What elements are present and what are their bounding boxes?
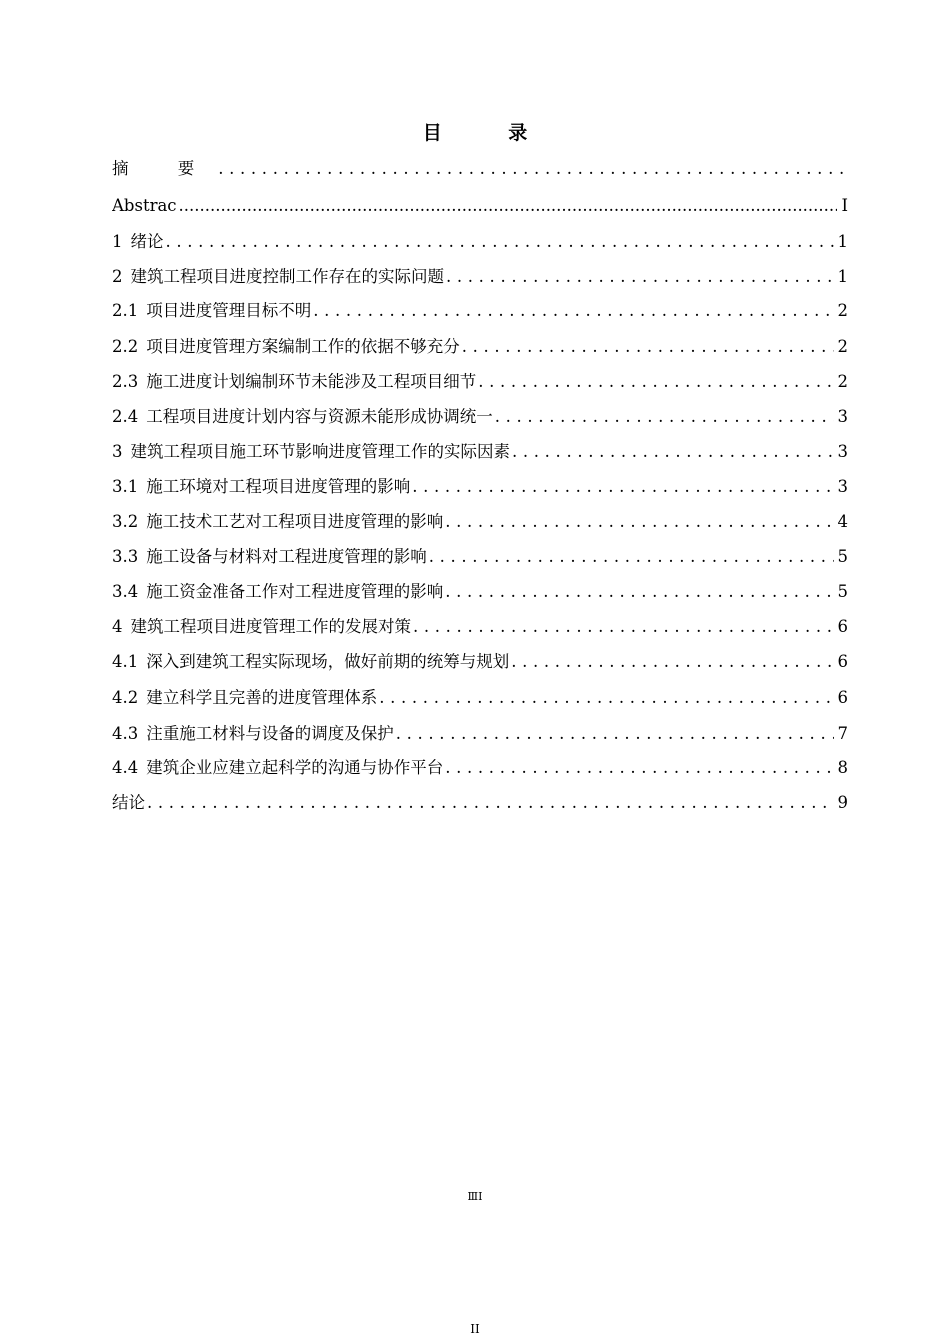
- toc-entry-4-1[interactable]: [112, 650, 848, 674]
- toc-entry-3[interactable]: [112, 440, 848, 464]
- toc-leader-dots: [413, 615, 834, 639]
- toc-leader-dots: [462, 335, 834, 359]
- toc-entry-2-3[interactable]: [112, 370, 848, 394]
- toc-entry-title: Abstrac: [112, 196, 177, 215]
- toc-leader-dots: [147, 791, 834, 815]
- toc-entry-title: 施工进度计划编制环节未能涉及工程项目细节: [146, 372, 477, 391]
- toc-entry-4-2[interactable]: [112, 686, 848, 710]
- toc-entry-number: 4.4: [112, 758, 139, 777]
- toc-entry-4[interactable]: [112, 615, 848, 639]
- toc-leader-dots: [478, 370, 833, 394]
- toc-entry-title: 工程项目进度计划内容与资源未能形成协调统一: [146, 407, 493, 426]
- toc-entry-page: 2: [837, 301, 848, 320]
- toc-entry-number: 2: [112, 267, 123, 286]
- toc-entry-abstract-cn[interactable]: [112, 157, 848, 181]
- toc-entry-page: 4: [837, 512, 848, 531]
- toc-leader-dots: [495, 405, 834, 429]
- toc-entry-title: 深入到建筑工程实际现场，做好前期的统筹与规划: [146, 652, 510, 671]
- toc-entry-title: 注重施工材料与设备的调度及保护: [146, 724, 394, 743]
- toc-entry-number: 4.1: [112, 652, 139, 671]
- toc-entry-1[interactable]: [112, 230, 848, 254]
- toc-entry-page: 1: [837, 232, 848, 251]
- toc-leader-dots: [445, 580, 833, 604]
- toc-leader-dots: [445, 756, 833, 780]
- toc-entry-page: 7: [837, 724, 848, 743]
- toc-entry-title: 施工设备与材料对工程进度管理的影响: [146, 547, 427, 566]
- toc-entry-3-1[interactable]: [112, 475, 848, 499]
- toc-entry-page: 8: [837, 758, 848, 777]
- toc-entry-number: 3.4: [112, 582, 139, 601]
- toc-entry-title: 施工技术工艺对工程项目进度管理的影响: [146, 512, 444, 531]
- toc-leader-dots: [396, 722, 834, 746]
- toc-entry-title: 摘 要: [112, 159, 217, 178]
- footer-page-mark: ⅢI: [467, 1190, 483, 1203]
- toc-entry-4-3[interactable]: [112, 722, 848, 746]
- toc-entry-title: 绪论: [130, 232, 164, 251]
- toc-entry-page: 2: [837, 372, 848, 391]
- toc-entry-number: 2.4: [112, 407, 139, 426]
- toc-entry-title: 项目进度管理目标不明: [146, 301, 312, 320]
- toc-entry-page: 3: [837, 407, 848, 426]
- toc-entry-number: 3.3: [112, 547, 139, 566]
- toc-leader-dots: [446, 265, 834, 289]
- toc-entry-title: 项目进度管理方案编制工作的依据不够充分: [146, 337, 460, 356]
- toc-entry-title: 建筑工程项目进度管理工作的发展对策: [130, 617, 411, 636]
- toc-entry-number: 4: [112, 617, 123, 636]
- toc-entry-page: 2: [837, 337, 848, 356]
- toc-entry-2-1[interactable]: [112, 299, 848, 323]
- toc-entry-page: I: [841, 196, 848, 215]
- toc-leader-dots: [379, 686, 833, 710]
- toc-entry-page: 1: [837, 267, 848, 286]
- toc-entry-3-4[interactable]: [112, 580, 848, 604]
- page-title: 目 录: [422, 122, 558, 144]
- toc-leader-dots: [429, 545, 834, 569]
- toc-entry-title: 建筑企业应建立起科学的沟通与协作平台: [146, 758, 444, 777]
- footer-page-number: II: [470, 1322, 480, 1336]
- toc-entry-4-4[interactable]: [112, 756, 848, 780]
- toc-entry-title: 施工环境对工程项目进度管理的影响: [146, 477, 411, 496]
- toc-entry-number: 4.3: [112, 724, 139, 743]
- toc-entry-abstract-en[interactable]: [112, 194, 848, 218]
- toc-entry-number: 3.2: [112, 512, 139, 531]
- toc-entry-2[interactable]: [112, 265, 848, 289]
- toc-entry-page: 3: [837, 477, 848, 496]
- toc-leader-dots: [313, 299, 833, 323]
- toc-entry-title: 建筑工程项目施工环节影响进度管理工作的实际因素: [130, 442, 510, 461]
- toc-entry-number: 2.2: [112, 337, 139, 356]
- toc-entry-conclusion[interactable]: [112, 791, 848, 815]
- toc-entry-2-4[interactable]: [112, 405, 848, 429]
- toc-entry-page: 6: [837, 688, 848, 707]
- toc-leader-dots: [511, 650, 833, 674]
- toc-entry-title: 结论: [112, 793, 145, 812]
- toc-entry-2-2[interactable]: [112, 335, 848, 359]
- toc-entry-title: 建立科学且完善的进度管理体系: [146, 688, 378, 707]
- toc-entry-title: 施工资金准备工作对工程进度管理的影响: [146, 582, 444, 601]
- toc-entry-3-2[interactable]: [112, 510, 848, 534]
- toc-leader-dots: [179, 194, 838, 218]
- toc-entry-title: 建筑工程项目进度控制工作存在的实际问题: [130, 267, 444, 286]
- toc-entry-page: 6: [837, 652, 848, 671]
- toc-entry-page: 3: [837, 442, 848, 461]
- toc-entry-number: 3: [112, 442, 123, 461]
- toc-leader-dots: [512, 440, 834, 464]
- toc-entry-number: 4.2: [112, 688, 139, 707]
- toc-leader-dots: [166, 230, 834, 254]
- toc-leader-dots: [218, 157, 844, 181]
- toc-leader-dots: [445, 510, 833, 534]
- toc-entry-number: 2.3: [112, 372, 139, 391]
- toc-entry-page: 9: [837, 793, 848, 812]
- toc-entry-page: 5: [837, 547, 848, 566]
- toc-leader-dots: [412, 475, 833, 499]
- toc-entry-page: 5: [837, 582, 848, 601]
- toc-entry-page: 6: [837, 617, 848, 636]
- toc-entry-number: 2.1: [112, 301, 139, 320]
- toc-entry-number: 3.1: [112, 477, 139, 496]
- toc-entry-number: 1: [112, 232, 123, 251]
- toc-entry-3-3[interactable]: [112, 545, 848, 569]
